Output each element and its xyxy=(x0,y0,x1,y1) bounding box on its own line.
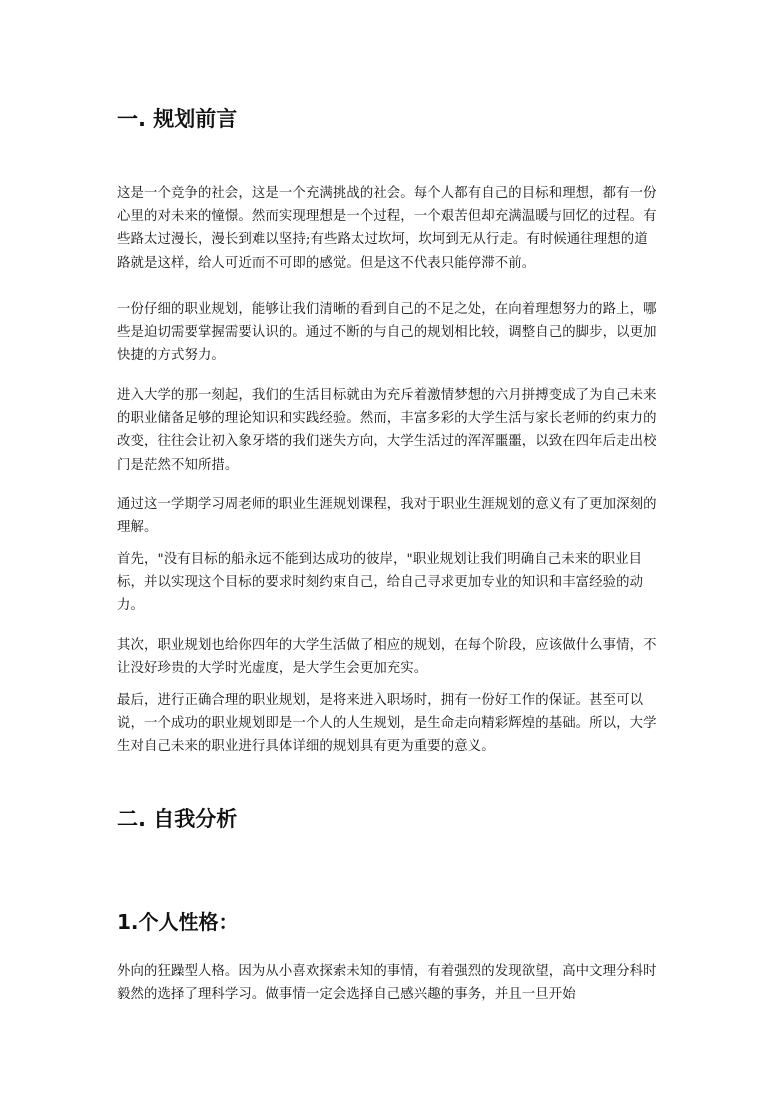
paragraph: 其次，职业规划也给你四年的大学生活做了相应的规划，在每个阶段，应该做什么事情，不让没好珍贵的大学时光虚度，是大学生会更加充实。 xyxy=(117,638,657,677)
paragraph: 这是一个竞争的社会，这是一个充满挑战的社会。每个人都有自己的目标和理想，都有一份心里的对未来的憧憬。然而实现理想是一个过程，一个艰苦但却充满温暖与回忆的过程。有些路太过漫长，漫长到难以坚持;有些路太过坎坷，坎坷到无从行走。有时候通往理想的道路就是这样，给人可近而不可即的感觉。但是这不代表只能停滞不前。 xyxy=(117,186,657,271)
section-heading-self-analysis: 二. 自我分析 xyxy=(117,807,238,831)
paragraph: 通过这一学期学习周老师的职业生涯规划课程，我对于职业生涯规划的意义有了更加深刻的理解。 xyxy=(117,497,657,536)
section-heading-preface: 一. 规划前言 xyxy=(117,107,238,131)
paragraph: 首先，"没有目标的船永远不能到达成功的彼岸，"职业规划让我们明确自己未来的职业目标，并以实现这个目标的要求时刻约束自己，给自己寻求更加专业的知识和丰富经验的动力。 xyxy=(117,552,644,614)
subsection-heading-personality: 1.个人性格： xyxy=(117,910,239,934)
paragraph: 一份仔细的职业规划，能够让我们清晰的看到自己的不足之处，在向着理想努力的路上，哪些是迫切需要掌握需要认识的。通过不断的与自己的规划相比较，调整自己的脚步，以更加快捷的方式努力。 xyxy=(117,302,657,364)
paragraph: 进入大学的那一刻起，我们的生活目标就由为充斥着激情梦想的六月拼搏变成了为自己未来的职业储备足够的理论知识和实践经验。然而，丰富多彩的大学生活与家长老师的约束力的改变，往往会让初入象牙塔的我们迷失方向，大学生活过的浑浑噩噩，以致在四年后走出校门是茫然不知所措。 xyxy=(117,388,657,473)
paragraph: 外向的狂躁型人格。因为从小喜欢探索未知的事情，有着强烈的发现欲望，高中文理分科时毅然的选择了理科学习。做事情一定会选择自己感兴趣的事务，并且一旦开始 xyxy=(117,964,657,1003)
paragraph: 最后，进行正确合理的职业规划，是将来进入职场时，拥有一份好工作的保证。甚至可以说，一个成功的职业规划即是一个人的人生规划，是生命走向精彩辉煌的基础。所以，大学生对自己未来的职业进行具体详细的规划具有更为重要的意义。 xyxy=(117,693,657,755)
